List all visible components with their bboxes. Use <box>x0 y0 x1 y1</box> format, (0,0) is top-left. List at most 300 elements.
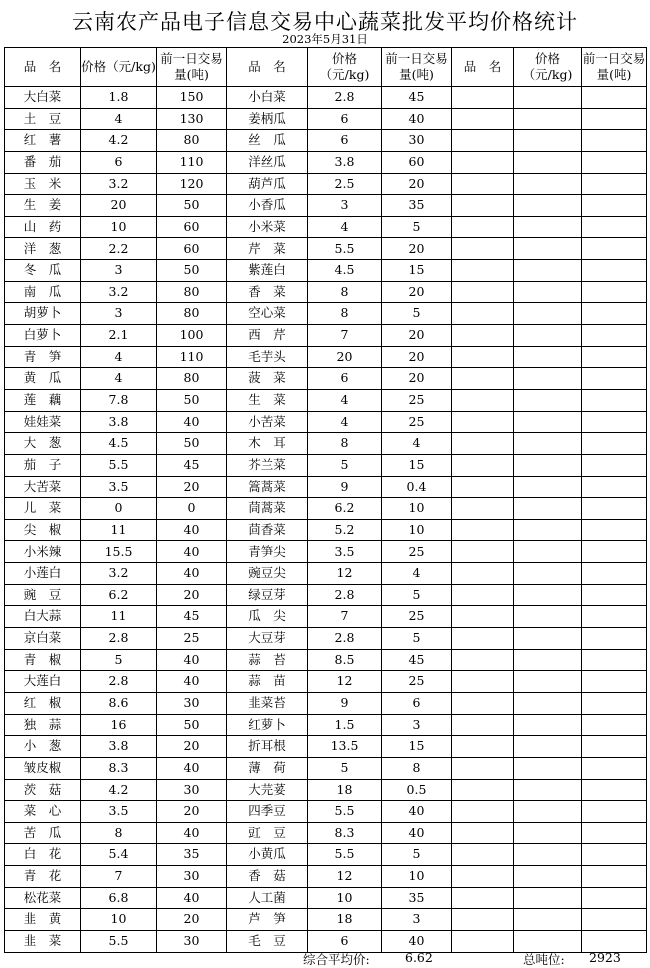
empty-cell <box>582 757 647 779</box>
empty-cell <box>582 260 647 282</box>
table-row <box>5 909 647 931</box>
table-row <box>5 433 647 455</box>
vegetable-name: 胡萝卜 <box>5 303 81 325</box>
table-row <box>5 563 647 585</box>
empty-cell <box>514 498 582 520</box>
vegetable-name: 大苦菜 <box>5 476 81 498</box>
empty-cell <box>582 714 647 736</box>
volume-value: 40 <box>382 930 452 952</box>
volume-value: 40 <box>382 822 452 844</box>
price-value: 1.5 <box>308 714 382 736</box>
empty-cell <box>582 389 647 411</box>
table-row <box>5 281 647 303</box>
volume-value: 0.4 <box>382 476 452 498</box>
price-value: 3.8 <box>308 151 382 173</box>
empty-cell <box>582 909 647 931</box>
table-row <box>5 346 647 368</box>
vegetable-name: 玉 米 <box>5 173 81 195</box>
vegetable-name: 儿 菜 <box>5 498 81 520</box>
table-row <box>5 606 647 628</box>
volume-value: 50 <box>157 195 227 217</box>
volume-value: 80 <box>157 303 227 325</box>
vegetable-name: 青笋尖 <box>227 541 308 563</box>
vegetable-name: 芦 笋 <box>227 909 308 931</box>
volume-value: 40 <box>157 822 227 844</box>
volume-value: 20 <box>382 173 452 195</box>
table-header-row <box>5 48 647 87</box>
volume-value: 50 <box>157 433 227 455</box>
price-value: 3.5 <box>81 801 157 823</box>
vegetable-name: 芥兰菜 <box>227 454 308 476</box>
empty-cell <box>452 822 514 844</box>
vegetable-name: 小苦菜 <box>227 411 308 433</box>
volume-value: 20 <box>382 368 452 390</box>
volume-value: 30 <box>157 930 227 952</box>
vegetable-name: 人工菌 <box>227 887 308 909</box>
empty-cell <box>582 584 647 606</box>
empty-cell <box>514 130 582 152</box>
empty-cell <box>452 454 514 476</box>
empty-cell <box>514 541 582 563</box>
price-value: 3.2 <box>81 281 157 303</box>
empty-cell <box>452 757 514 779</box>
vegetable-name: 芹 菜 <box>227 238 308 260</box>
price-value: 2.8 <box>81 671 157 693</box>
vegetable-name: 尖 椒 <box>5 519 81 541</box>
volume-value: 80 <box>157 130 227 152</box>
empty-cell <box>582 454 647 476</box>
volume-value: 25 <box>382 389 452 411</box>
table-row <box>5 822 647 844</box>
price-value: 12 <box>308 563 382 585</box>
volume-value: 20 <box>382 238 452 260</box>
volume-value: 110 <box>157 151 227 173</box>
vegetable-name: 折耳根 <box>227 736 308 758</box>
table-row <box>5 325 647 347</box>
price-value: 3.2 <box>81 563 157 585</box>
empty-cell <box>452 216 514 238</box>
price-value: 20 <box>308 346 382 368</box>
table-row <box>5 541 647 563</box>
price-value: 3 <box>308 195 382 217</box>
empty-cell <box>452 303 514 325</box>
empty-cell <box>514 281 582 303</box>
vegetable-name: 白大蒜 <box>5 606 81 628</box>
table-row <box>5 692 647 714</box>
volume-value: 15 <box>382 454 452 476</box>
empty-cell <box>582 498 647 520</box>
price-value: 4.5 <box>308 260 382 282</box>
empty-cell <box>514 433 582 455</box>
empty-cell <box>452 541 514 563</box>
table-row <box>5 736 647 758</box>
volume-value: 60 <box>157 216 227 238</box>
price-value: 5 <box>81 649 157 671</box>
header-price: 价格（元/kg) <box>514 48 582 87</box>
vegetable-name: 青 笋 <box>5 346 81 368</box>
price-value: 6 <box>308 130 382 152</box>
empty-cell <box>514 757 582 779</box>
price-value: 15.5 <box>81 541 157 563</box>
price-value: 18 <box>308 779 382 801</box>
price-value: 6 <box>308 108 382 130</box>
empty-cell <box>514 584 582 606</box>
empty-cell <box>582 108 647 130</box>
empty-cell <box>582 844 647 866</box>
total-tonnage-label: 总吨位: <box>523 952 565 967</box>
empty-cell <box>514 151 582 173</box>
empty-cell <box>514 519 582 541</box>
table-row <box>5 130 647 152</box>
empty-cell <box>514 866 582 888</box>
vegetable-name: 红 薯 <box>5 130 81 152</box>
volume-value: 40 <box>157 757 227 779</box>
price-value: 1.8 <box>81 87 157 109</box>
price-value: 11 <box>81 519 157 541</box>
price-value: 5.5 <box>308 238 382 260</box>
price-value: 3.2 <box>81 173 157 195</box>
empty-cell <box>582 887 647 909</box>
empty-cell <box>514 649 582 671</box>
empty-cell <box>582 216 647 238</box>
volume-value: 20 <box>157 584 227 606</box>
price-value: 4 <box>81 368 157 390</box>
empty-cell <box>582 930 647 952</box>
volume-value: 50 <box>157 389 227 411</box>
price-value: 8 <box>308 433 382 455</box>
volume-value: 25 <box>382 606 452 628</box>
vegetable-name: 四季豆 <box>227 801 308 823</box>
volume-value: 120 <box>157 173 227 195</box>
vegetable-name: 红 椒 <box>5 692 81 714</box>
vegetable-name: 独 蒜 <box>5 714 81 736</box>
volume-value: 40 <box>157 887 227 909</box>
empty-cell <box>582 671 647 693</box>
vegetable-name: 大芫荽 <box>227 779 308 801</box>
empty-cell <box>514 887 582 909</box>
empty-cell <box>514 844 582 866</box>
volume-value: 40 <box>157 541 227 563</box>
empty-cell <box>514 671 582 693</box>
table-row <box>5 584 647 606</box>
empty-cell <box>452 692 514 714</box>
report-date: 2023年5月31日 <box>282 32 368 46</box>
vegetable-name: 大白菜 <box>5 87 81 109</box>
table-row <box>5 779 647 801</box>
empty-cell <box>452 628 514 650</box>
volume-value: 25 <box>382 411 452 433</box>
vegetable-name: 香 菜 <box>227 281 308 303</box>
empty-cell <box>514 476 582 498</box>
vegetable-name: 菠 菜 <box>227 368 308 390</box>
price-value: 6 <box>81 151 157 173</box>
total-tonnage-value: 2923 <box>589 950 621 965</box>
price-value: 2.2 <box>81 238 157 260</box>
price-value: 2.8 <box>81 628 157 650</box>
vegetable-name: 大豆芽 <box>227 628 308 650</box>
empty-cell <box>514 736 582 758</box>
table-row <box>5 498 647 520</box>
price-value: 7 <box>308 325 382 347</box>
vegetable-name: 青 椒 <box>5 649 81 671</box>
vegetable-name: 松花菜 <box>5 887 81 909</box>
empty-cell <box>514 173 582 195</box>
empty-cell <box>452 909 514 931</box>
empty-cell <box>452 606 514 628</box>
vegetable-name: 蒜 苔 <box>227 649 308 671</box>
empty-cell <box>452 389 514 411</box>
price-value: 6 <box>308 930 382 952</box>
table-row <box>5 671 647 693</box>
empty-cell <box>514 216 582 238</box>
volume-value: 30 <box>157 779 227 801</box>
price-value: 10 <box>81 216 157 238</box>
volume-value: 3 <box>382 909 452 931</box>
price-value: 5.5 <box>308 844 382 866</box>
price-value: 3.5 <box>308 541 382 563</box>
price-value: 5 <box>308 454 382 476</box>
volume-value: 5 <box>382 844 452 866</box>
volume-value: 60 <box>157 238 227 260</box>
empty-cell <box>582 87 647 109</box>
price-value: 6 <box>308 368 382 390</box>
volume-value: 4 <box>382 563 452 585</box>
empty-cell <box>452 346 514 368</box>
empty-cell <box>582 563 647 585</box>
empty-cell <box>582 325 647 347</box>
empty-cell <box>452 866 514 888</box>
vegetable-name: 韭 黄 <box>5 909 81 931</box>
price-value: 3 <box>81 303 157 325</box>
price-value: 0 <box>81 498 157 520</box>
price-value: 4 <box>308 389 382 411</box>
price-value: 4 <box>81 346 157 368</box>
empty-cell <box>514 909 582 931</box>
price-value: 6.2 <box>81 584 157 606</box>
vegetable-name: 山 药 <box>5 216 81 238</box>
price-value: 2.8 <box>308 87 382 109</box>
table-row <box>5 260 647 282</box>
price-value: 3.5 <box>81 476 157 498</box>
vegetable-name: 香 菇 <box>227 866 308 888</box>
empty-cell <box>452 584 514 606</box>
price-value: 8 <box>308 303 382 325</box>
volume-value: 35 <box>382 887 452 909</box>
empty-cell <box>452 801 514 823</box>
empty-cell <box>452 87 514 109</box>
table-row <box>5 238 647 260</box>
empty-cell <box>582 649 647 671</box>
volume-value: 40 <box>157 649 227 671</box>
empty-cell <box>582 866 647 888</box>
vegetable-name: 薄 荷 <box>227 757 308 779</box>
volume-value: 25 <box>157 628 227 650</box>
empty-cell <box>452 736 514 758</box>
price-value: 18 <box>308 909 382 931</box>
price-value: 4 <box>81 108 157 130</box>
empty-cell <box>452 325 514 347</box>
price-value: 5.5 <box>308 801 382 823</box>
empty-cell <box>582 736 647 758</box>
table-row <box>5 216 647 238</box>
vegetable-name: 绿豆芽 <box>227 584 308 606</box>
price-value: 3.8 <box>81 736 157 758</box>
vegetable-name: 白 花 <box>5 844 81 866</box>
volume-value: 10 <box>382 866 452 888</box>
volume-value: 8 <box>382 757 452 779</box>
volume-value: 45 <box>382 649 452 671</box>
table-row <box>5 195 647 217</box>
table-row <box>5 87 647 109</box>
price-value: 10 <box>308 887 382 909</box>
volume-value: 60 <box>382 151 452 173</box>
empty-cell <box>514 303 582 325</box>
vegetable-name: 空心菜 <box>227 303 308 325</box>
price-value: 7 <box>308 606 382 628</box>
empty-cell <box>452 930 514 952</box>
volume-value: 10 <box>382 519 452 541</box>
vegetable-name: 白萝卜 <box>5 325 81 347</box>
empty-cell <box>514 346 582 368</box>
volume-value: 0.5 <box>382 779 452 801</box>
empty-cell <box>514 801 582 823</box>
empty-cell <box>582 411 647 433</box>
table-row <box>5 628 647 650</box>
vegetable-name: 红萝卜 <box>227 714 308 736</box>
empty-cell <box>452 671 514 693</box>
header-volume: 前一日交易量(吨) <box>382 48 452 87</box>
price-value: 6.2 <box>308 498 382 520</box>
empty-cell <box>514 260 582 282</box>
volume-value: 80 <box>157 368 227 390</box>
vegetable-name: 蒜 苗 <box>227 671 308 693</box>
volume-value: 20 <box>157 476 227 498</box>
vegetable-name: 土 豆 <box>5 108 81 130</box>
vegetable-name: 西 芹 <box>227 325 308 347</box>
empty-cell <box>582 779 647 801</box>
vegetable-name: 小莲白 <box>5 563 81 585</box>
volume-value: 40 <box>382 108 452 130</box>
vegetable-name: 黄 瓜 <box>5 368 81 390</box>
vegetable-name: 篙蒿菜 <box>227 476 308 498</box>
vegetable-name: 葫芦瓜 <box>227 173 308 195</box>
empty-cell <box>582 130 647 152</box>
volume-value: 45 <box>157 606 227 628</box>
price-value: 11 <box>81 606 157 628</box>
empty-cell <box>514 930 582 952</box>
empty-cell <box>452 844 514 866</box>
vegetable-name: 生 菜 <box>227 389 308 411</box>
price-value: 4 <box>308 216 382 238</box>
vegetable-name: 韭 菜 <box>5 930 81 952</box>
vegetable-name: 毛芋头 <box>227 346 308 368</box>
vegetable-name: 紫莲白 <box>227 260 308 282</box>
empty-cell <box>514 606 582 628</box>
empty-cell <box>452 714 514 736</box>
empty-cell <box>452 130 514 152</box>
volume-value: 30 <box>382 130 452 152</box>
price-value: 8.3 <box>308 822 382 844</box>
empty-cell <box>452 411 514 433</box>
volume-value: 3 <box>382 714 452 736</box>
price-value: 5.5 <box>81 454 157 476</box>
table-row <box>5 801 647 823</box>
table-row <box>5 714 647 736</box>
empty-cell <box>514 389 582 411</box>
vegetable-name: 洋丝瓜 <box>227 151 308 173</box>
empty-cell <box>582 238 647 260</box>
empty-cell <box>514 563 582 585</box>
price-value: 9 <box>308 476 382 498</box>
header-name: 品 名 <box>227 48 308 87</box>
volume-value: 15 <box>382 260 452 282</box>
table-row <box>5 303 647 325</box>
price-table-body <box>5 48 647 953</box>
volume-value: 40 <box>157 563 227 585</box>
price-value: 4.2 <box>81 779 157 801</box>
empty-cell <box>514 411 582 433</box>
volume-value: 30 <box>157 866 227 888</box>
price-value: 2.8 <box>308 628 382 650</box>
empty-cell <box>582 173 647 195</box>
vegetable-name: 姜柄瓜 <box>227 108 308 130</box>
vegetable-name: 豌豆尖 <box>227 563 308 585</box>
vegetable-name: 茴香菜 <box>227 519 308 541</box>
table-row <box>5 757 647 779</box>
vegetable-name: 番 茄 <box>5 151 81 173</box>
vegetable-name: 小米辣 <box>5 541 81 563</box>
table-row <box>5 519 647 541</box>
empty-cell <box>452 108 514 130</box>
vegetable-name: 小白菜 <box>227 87 308 109</box>
table-row <box>5 844 647 866</box>
empty-cell <box>452 281 514 303</box>
table-row <box>5 151 647 173</box>
page-title: 云南农产品电子信息交易中心蔬菜批发平均价格统计 <box>72 10 578 34</box>
vegetable-name: 洋 葱 <box>5 238 81 260</box>
table-row <box>5 454 647 476</box>
empty-cell <box>514 454 582 476</box>
header-name: 品 名 <box>452 48 514 87</box>
table-row <box>5 108 647 130</box>
vegetable-name: 大莲白 <box>5 671 81 693</box>
table-row <box>5 389 647 411</box>
price-value: 10 <box>81 909 157 931</box>
volume-value: 150 <box>157 87 227 109</box>
price-value: 12 <box>308 866 382 888</box>
price-value: 20 <box>81 195 157 217</box>
vegetable-name: 茨 菇 <box>5 779 81 801</box>
table-row <box>5 887 647 909</box>
volume-value: 35 <box>382 195 452 217</box>
price-value: 7 <box>81 866 157 888</box>
empty-cell <box>582 195 647 217</box>
empty-cell <box>582 692 647 714</box>
price-table <box>4 47 647 953</box>
empty-cell <box>452 195 514 217</box>
volume-value: 5 <box>382 216 452 238</box>
empty-cell <box>582 628 647 650</box>
empty-cell <box>514 195 582 217</box>
volume-value: 45 <box>382 87 452 109</box>
volume-value: 4 <box>382 433 452 455</box>
empty-cell <box>514 325 582 347</box>
volume-value: 50 <box>157 260 227 282</box>
empty-cell <box>514 238 582 260</box>
price-value: 4.2 <box>81 130 157 152</box>
average-price-label: 综合平均价: <box>303 952 370 967</box>
price-value: 13.5 <box>308 736 382 758</box>
